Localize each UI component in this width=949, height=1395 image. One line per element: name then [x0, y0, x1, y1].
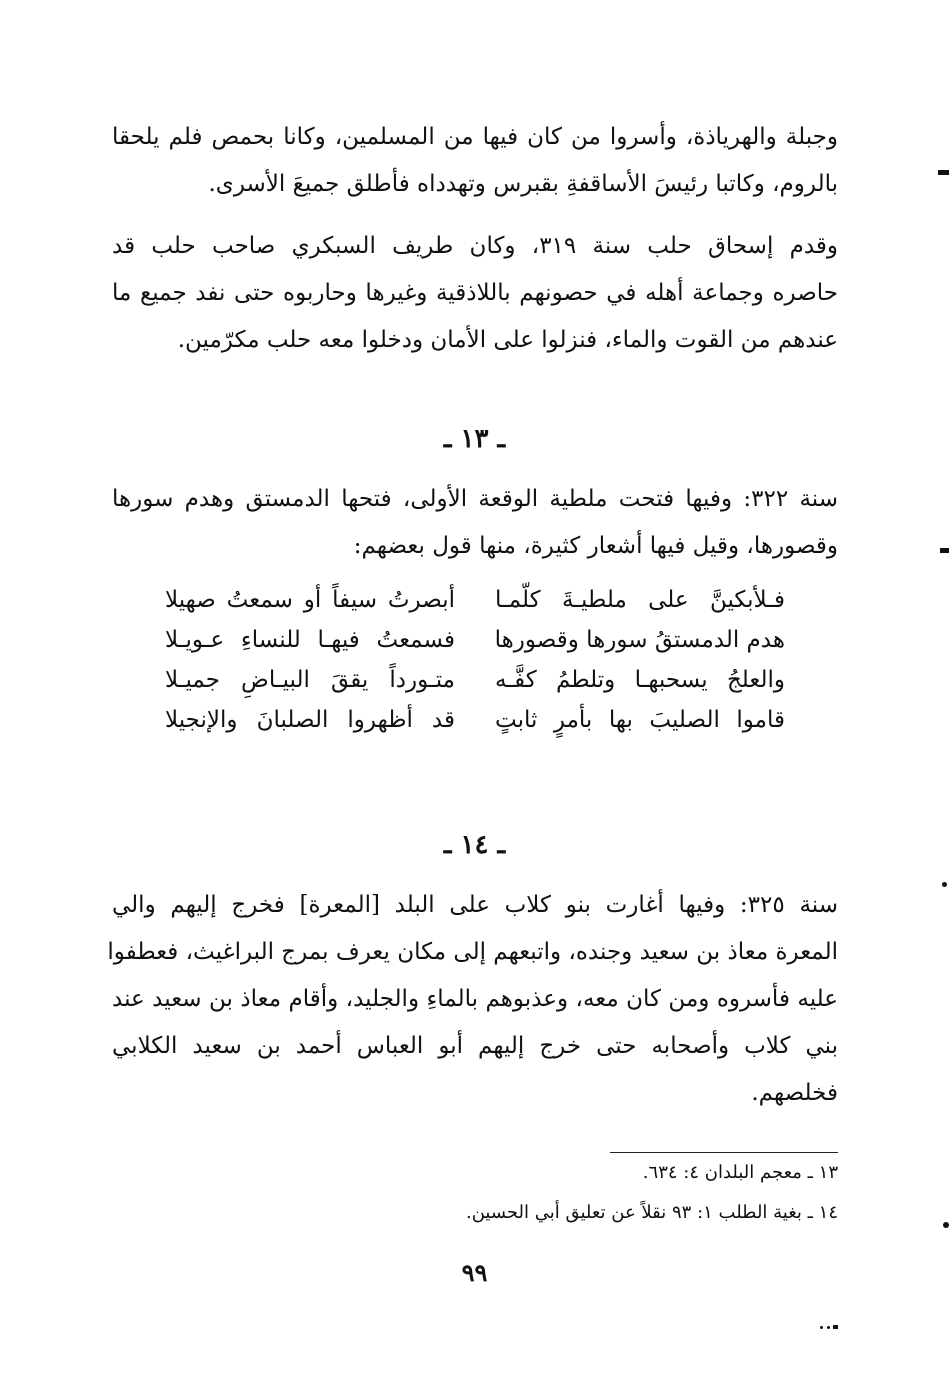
text-line: وقدم إسحاق حلب سنة ٣١٩، وكان طريف السبكري صاحب حلب قد	[112, 233, 838, 259]
paragraph-4	[107, 882, 838, 1117]
verse-second-hemistich: متـورداً يققَ البيـاضِ جميـلا	[165, 667, 455, 693]
footnote-divider	[610, 1152, 838, 1153]
section-number-14: ـ ١٤ ـ	[443, 830, 506, 860]
scan-edge-mark	[943, 1222, 949, 1228]
paragraph-1	[112, 114, 838, 208]
text-line: عليه فأسروه ومن كان معه، وعذبوهم بالماءِ والجليد، وأقام معاذ بن سعيد عند	[112, 986, 838, 1012]
scan-edge-mark	[942, 882, 947, 887]
text-line: حاصره وجماعة أهله في حصونهم باللاذقية وغيرها وحاربوه حتى نفد جميع ما	[112, 280, 838, 306]
section-number-13: ـ ١٣ ـ	[443, 424, 506, 454]
poem-verse	[165, 700, 785, 740]
text-line: وجبلة والهرياذة، وأسروا من كان فيها من المسلمين، وكانا بحمص فلم يلحقا	[112, 124, 838, 150]
verse-first-hemistich: فـلأبكينَّ على ملطيـةَ كلّمـا	[495, 587, 785, 613]
verse-first-hemistich: قاموا الصليبَ بها بأمرٍ ثابتٍ	[495, 707, 785, 733]
footnote-14: ١٤ ـ بغية الطلب ١: ٩٣ نقلاً عن تعليق أبي الحسين.	[465, 1202, 838, 1223]
page-number: ٩٩	[461, 1258, 488, 1287]
text-line: سنة ٣٢٥: وفيها أغارت بنو كلاب على البلد [المعرة] فخرج إليهم والي	[112, 892, 838, 918]
poem	[165, 580, 785, 740]
verse-first-hemistich: هدم الدمستقُ سورها وقصورها	[494, 627, 785, 653]
text-line: سنة ٣٢٢: وفيها فتحت ملطية الوقعة الأولى، فتحها الدمستق وهدم سورها	[112, 486, 839, 512]
scan-speck	[827, 1326, 830, 1329]
footnote-13: ١٣ ـ معجم البلدان ٤: ٦٣٤.	[642, 1162, 838, 1183]
text-line: وقصورها، وقيل فيها أشعار كثيرة، منها قول بعضهم:	[353, 533, 838, 559]
poem-verse	[165, 660, 785, 700]
paragraph-3	[112, 476, 838, 570]
scan-speck	[820, 1326, 823, 1329]
text-line: فخلصهم.	[751, 1080, 838, 1106]
verse-second-hemistich: فسمعتُ فيهـا للنساءِ عـويـلا	[165, 627, 455, 653]
verse-first-hemistich: والعلجُ يسحبهـا وتلطمُ كفَّـه	[495, 667, 785, 693]
poem-verse	[165, 620, 785, 660]
scan-edge-mark	[940, 548, 949, 553]
scan-speck	[833, 1325, 838, 1329]
verse-second-hemistich: قد أظهروا الصلبانَ والإنجيلا	[165, 707, 455, 733]
paragraph-2	[112, 223, 838, 364]
text-line: المعرة معاذ بن سعيد وجنده، واتبعهم إلى مكان يعرف بمرج البراغيث، فعطفوا	[107, 939, 838, 965]
verse-second-hemistich: أبصرتُ سيفاً أو سمعتُ صهيلا	[165, 587, 455, 613]
text-line: بني كلاب وأصحابه حتى خرج إليهم أبو العباس أحمد بن سعيد الكلابي	[112, 1033, 838, 1059]
scan-edge-mark	[938, 170, 949, 175]
text-line: عندهم من القوت والماء، فنزلوا على الأمان ودخلوا معه حلب مكرّمين.	[177, 327, 838, 353]
text-line: بالروم، وكاتبا رئيسَ الأساقفةِ بقبرس وتهدداه فأطلق جميعَ الأسرى.	[208, 171, 838, 197]
poem-verse	[165, 580, 785, 620]
